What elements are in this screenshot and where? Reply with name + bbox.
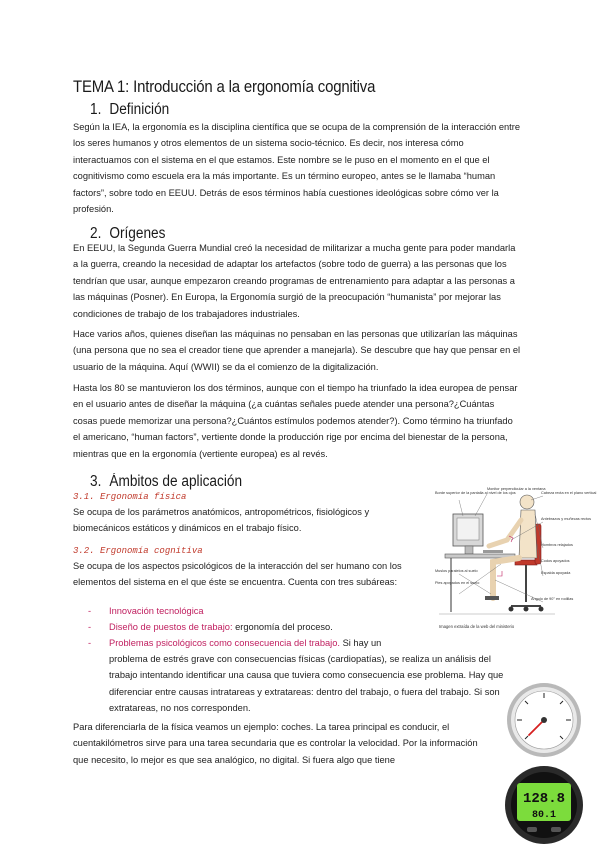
list-item: - Problemas psicológicos como consecuencia del trabajo. Si hay un: [88, 638, 382, 648]
figure-label: Codos apoyados: [541, 559, 570, 563]
figure-label: Muslos paralelos al suelo: [435, 569, 478, 573]
figure-label: Monitor perpendicular a la ventana: [487, 487, 546, 491]
page-title: TEMA 1: Introducción a la ergonomía cognitiva: [73, 77, 376, 96]
subsection-heading: 3.1. Ergonomía física: [73, 492, 187, 502]
paragraph: Se ocupa de los aspectos psicológicos de la interacción del ser humano con los elementos del sistema en el que éste se encuentra. Cuenta con tres subáreas:: [73, 561, 402, 588]
section-heading-origenes: 2. Orígenes: [90, 225, 166, 242]
figure-label: Antebrazos y muñecas rectos: [541, 517, 592, 521]
section-heading-definicion: 1. Definición: [90, 101, 170, 118]
figure-label: Espalda apoyada: [541, 571, 571, 575]
figure-label: Ángulo de 90° en rodillas: [531, 597, 574, 601]
analog-speedometer-image: [505, 681, 583, 759]
section-heading-ambitos: 3. Ámbitos de aplicación: [90, 473, 243, 490]
list-item-continuation: problema de estrés grave con consecuencias físicas (cardiopatías), se realiza un análisis del trabajo intentando identificar una causa que tuviera como consecuencia ese problema. Hay que diferenciar entre causas intratareas y extratareas: dentro del trabajo, o fuera del trabajo. Si son extratareas, no nos corresponden.: [109, 654, 504, 714]
paragraph: Hace varios años, quienes diseñan las máquinas no pensaban en las personas que utilizarían las máquinas (una persona que no sea el creador tiene que aprender a manejarla). Se descubre que hay que pensar en el usuario de la máquina. Aquí (WWII) se da el comienzo de la digitalización.: [73, 329, 521, 372]
subsection-heading: 3.2. Ergonomía cognitiva: [73, 546, 203, 556]
figure-label: Pies apoyados en el suelo: [435, 581, 480, 585]
paragraph: Para diferenciarla de la física veamos un ejemplo: coches. La tarea principal es conducir, el cuentakilómetros sirve para una tarea secundaria que es controlar la velocidad. Por la información que necesito, lo mejor es que sea analógico, no digital. Si fuera algo que tiene: [73, 722, 478, 765]
figure-caption: Imagen extraída de la web del ministerio: [439, 624, 515, 629]
paragraph: En EEUU, la Segunda Guerra Mundial creó la necesidad de militarizar a mucha gente para poder mandarla a la guerra, creando la necesidad de adaptar los artefactos (sobre todo de guerra) a las personas que los tendrían que usar, aunque empezaron creando programas de entrenamiento para adaptar a las personas a las máquinas (Posner). En Europa, la Ergonomía surgió de la preocupación “humanista” por mejorar las condiciones de trabajo de los trabajadores industriales.: [73, 243, 516, 319]
paragraph: Se ocupa de los parámetros anatómicos, antropométricos, fisiológicos y biomecánicos estáticos y dinámicos en el trabajo físico.: [73, 507, 370, 534]
figure-label: Borde superior de la pantalla al nivel de los ojos: [435, 491, 516, 495]
ergonomic-posture-figure: [431, 484, 597, 636]
figure-label: Hombros relajados: [541, 543, 573, 547]
paragraph: Hasta los 80 se mantuvieron los dos términos, aunque con el tiempo ha triunfado la idea europea de pensar en el usuario antes de diseñar la máquina (¿a cuántas señales puede atender una persona?¿Cuántas cosas puede memorizar una persona?¿Cuántos estímulos podemos atender?). Como término ha triunfado el americano, “human factors”, vertiente donde la producción rige por encima del bienestar de la persona, mientras que en la ergonomía (vertiente europea) es al revés.: [73, 383, 518, 459]
list-item: - Diseño de puestos de trabajo: ergonomía del proceso.: [88, 622, 333, 632]
digital-readout-bottom: 80.1: [531, 810, 557, 821]
digital-readout-top: 128.8: [522, 791, 566, 807]
list-item: - Innovación tecnológica: [88, 606, 204, 616]
digital-speedometer-image: [503, 765, 585, 845]
paragraph: Según la IEA, la ergonomía es la disciplina científica que se ocupa de la comprensión de la interacción entre los seres humanos y otros elementos de un sistema socio-técnico. Es decir, nos interesa cómo interactuamos con el sistema en el que estamos. Este nombre se le puso en el momento en el que el cognitivismo como escuela era la más importante. Es un término europeo, antes se le llamaba “human factors”, sobre todo en EEUU. Detrás de esos términos había cuestiones ideológicas sobre cómo ver la profesión.: [73, 122, 521, 215]
figure-label: Cabeza recta en el plano vertical: [541, 491, 597, 495]
